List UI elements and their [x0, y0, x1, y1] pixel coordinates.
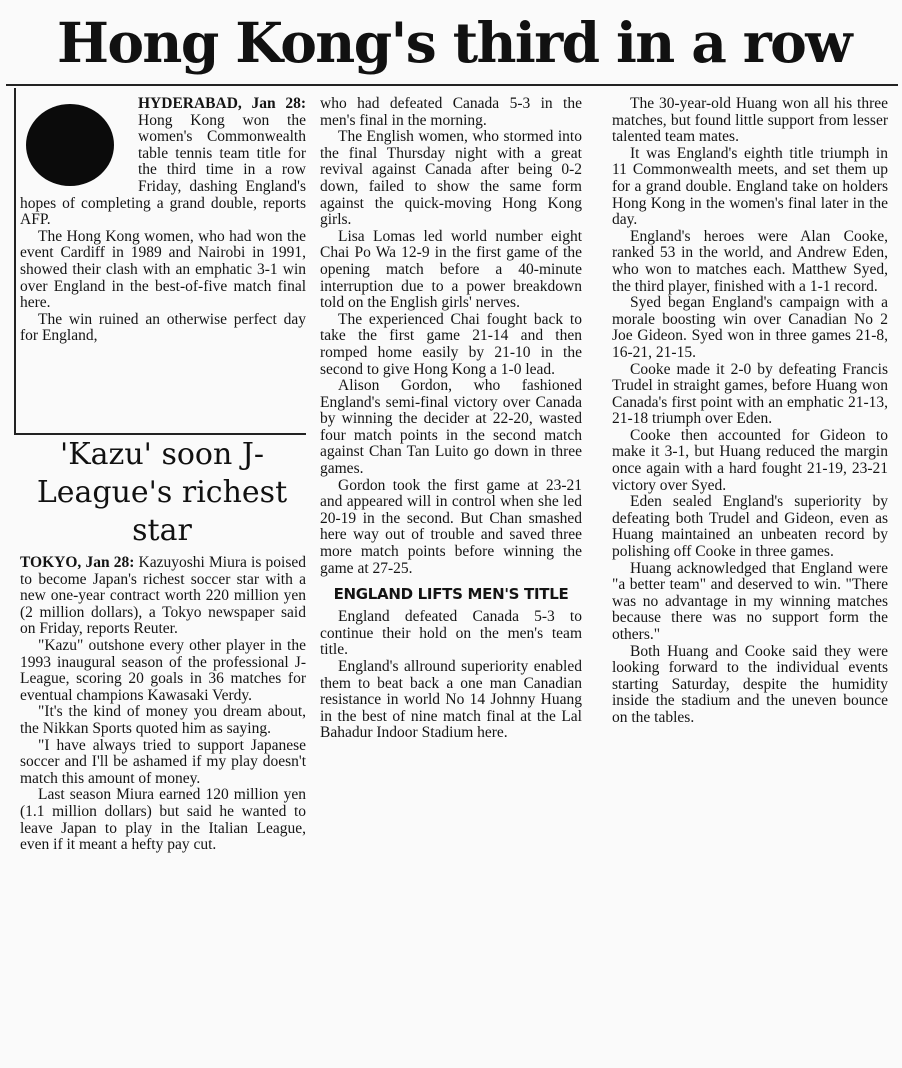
- paragraph: The experienced Chai fought back to take the first game 21-14 and then romped home easily by 21-10 in the second to give Hong Kong a 1-0 lead.: [320, 310, 582, 378]
- paragraph: Lisa Lomas led world number eight Chai Po Wa 12-9 in the first game of the opening match before a 40-minute interruption due to a power breakdown told on the English girls' nerves.: [320, 227, 582, 312]
- paragraph: It was England's eighth title triumph in 11 Commonwealth meets, and set them up for a grand double. England take on holders Hong Kong in the women's final later in the day.: [612, 144, 888, 229]
- paragraph: "Kazu" outshone every other player in the 1993 inaugural season of the professional J-League, scoring 20 goals in 36 matches for eventual champions Kawasaki Verdy.: [20, 636, 306, 704]
- kazu-dateline: TOKYO, Jan 28:: [20, 554, 135, 571]
- paragraph: The win ruined an otherwise perfect day for England,: [20, 310, 306, 345]
- kazu-headline: 'Kazu' soon J-League's richest star: [36, 437, 288, 548]
- main-headline: Hong Kong's third in a row: [56, 10, 851, 75]
- paragraph: Huang acknowledged that England were "a better team" and deserved to win. "There was no advantage in my winning matches because there was no support form the others.": [612, 559, 888, 643]
- photo-frame: [20, 102, 130, 182]
- paragraph: "I have always tried to support Japanese soccer and I'll be ashamed if my play doesn't match this amount of money.: [20, 736, 306, 787]
- column-1-kazu: [20, 555, 306, 854]
- paragraph: Eden sealed England's superiority by defeating both Trudel and Gideon, even as Huang maintained an unbeaten record by polishing off Cooke in three games.: [612, 493, 888, 561]
- paragraph: Cooke then accounted for Gideon to make it 3-1, but Huang reduced the margin once again with a hard fought 21-19, 23-21 victory over Syed.: [612, 426, 888, 494]
- column-2: [320, 96, 582, 742]
- paragraph: Both Huang and Cooke said they were looking forward to the individual events starting Saturday, despite the humidity inside the stadium and the uneven bounce on the tables.: [612, 642, 888, 726]
- box-rule-bottom: [14, 433, 306, 435]
- box-rule-left: [14, 88, 16, 433]
- paragraph: Alison Gordon, who fashioned England's semi-final victory over Canada by winning the decider at 22-20, wasted four match points in the second match against Chan Tan Luito go down in three games.: [320, 377, 582, 478]
- paragraph: England defeated Canada 5-3 to continue their hold on the men's team title.: [320, 608, 582, 659]
- paragraph: Syed began England's campaign with a morale boosting win over Canadian No 2 Joe Gideon. Syed won in three games 21-8, 16-21, 21-15.: [612, 294, 888, 361]
- redacted-photo: [26, 104, 114, 186]
- paragraph: Cooke made it 2-0 by defeating Francis Trudel in straight games, before Huang won Canada's first point with an emphatic 21-13, 21-18 triumph over Eden.: [612, 360, 888, 428]
- paragraph: "It's the kind of money you dream about, the Nikkan Sports quoted him as saying.: [20, 703, 306, 737]
- paragraph: Gordon took the first game at 23-21 and appeared will in control when she led 20-19 in the second. But Chan smashed here way out of trouble and saved three more match points before winning the game at 27-25.: [320, 476, 582, 577]
- paragraph: Last season Miura earned 120 million yen (1.1 million dollars) but said he wanted to leave Japan to play in the Italian League, even if it meant a hefty pay cut.: [20, 786, 306, 854]
- column-1-main: [20, 96, 306, 345]
- kazu-lead-paragraph: TOKYO, Jan 28: Kazuyoshi Miura is poised to become Japan's richest soccer star with a new one-year contract worth 220 million yen (2 million dollars), a Tokyo newspaper said on Friday, reports Reuter.: [20, 554, 306, 638]
- paragraph: The 30-year-old Huang won all his three matches, but found little support from lesser talented team mates.: [612, 95, 888, 146]
- paragraph: who had defeated Canada 5-3 in the men's final in the morning.: [320, 95, 582, 129]
- paragraph: The English women, who stormed into the final Thursday night with a great revival against Canada after being 0-2 down, failed to show the same form against the quick-moving Hong Kong girls.: [320, 128, 582, 229]
- paragraph: England's allround superiority enabled them to beat back a one man Canadian resistance in world No 14 Johnny Huang in the best of nine match final at the Lal Bahadur Indoor Stadium here.: [320, 658, 582, 742]
- section-subhead: ENGLAND LIFTS MEN'S TITLE: [333, 585, 569, 604]
- headline-rule: [6, 84, 898, 86]
- paragraph: The Hong Kong women, who had won the event Cardiff in 1989 and Nairobi in 1991, showed their clash with an emphatic 3-1 win over England in the best-of-five match final here.: [20, 227, 306, 312]
- paragraph: England's heroes were Alan Cooke, ranked 53 in the world, and Andrew Eden, who won to matches each. Matthew Syed, the third player, finished with a 1-1 record.: [612, 227, 888, 295]
- column-3: [612, 96, 888, 727]
- article-lead-paragraph: HYDERABAD, Jan 28: Hong Kong won the women's Commonwealth table tennis team title for the third time in a row Friday, dashing England's hopes of completing a grand double, reports AFP.: [20, 95, 306, 229]
- dateline: HYDERABAD, Jan 28:: [138, 95, 306, 112]
